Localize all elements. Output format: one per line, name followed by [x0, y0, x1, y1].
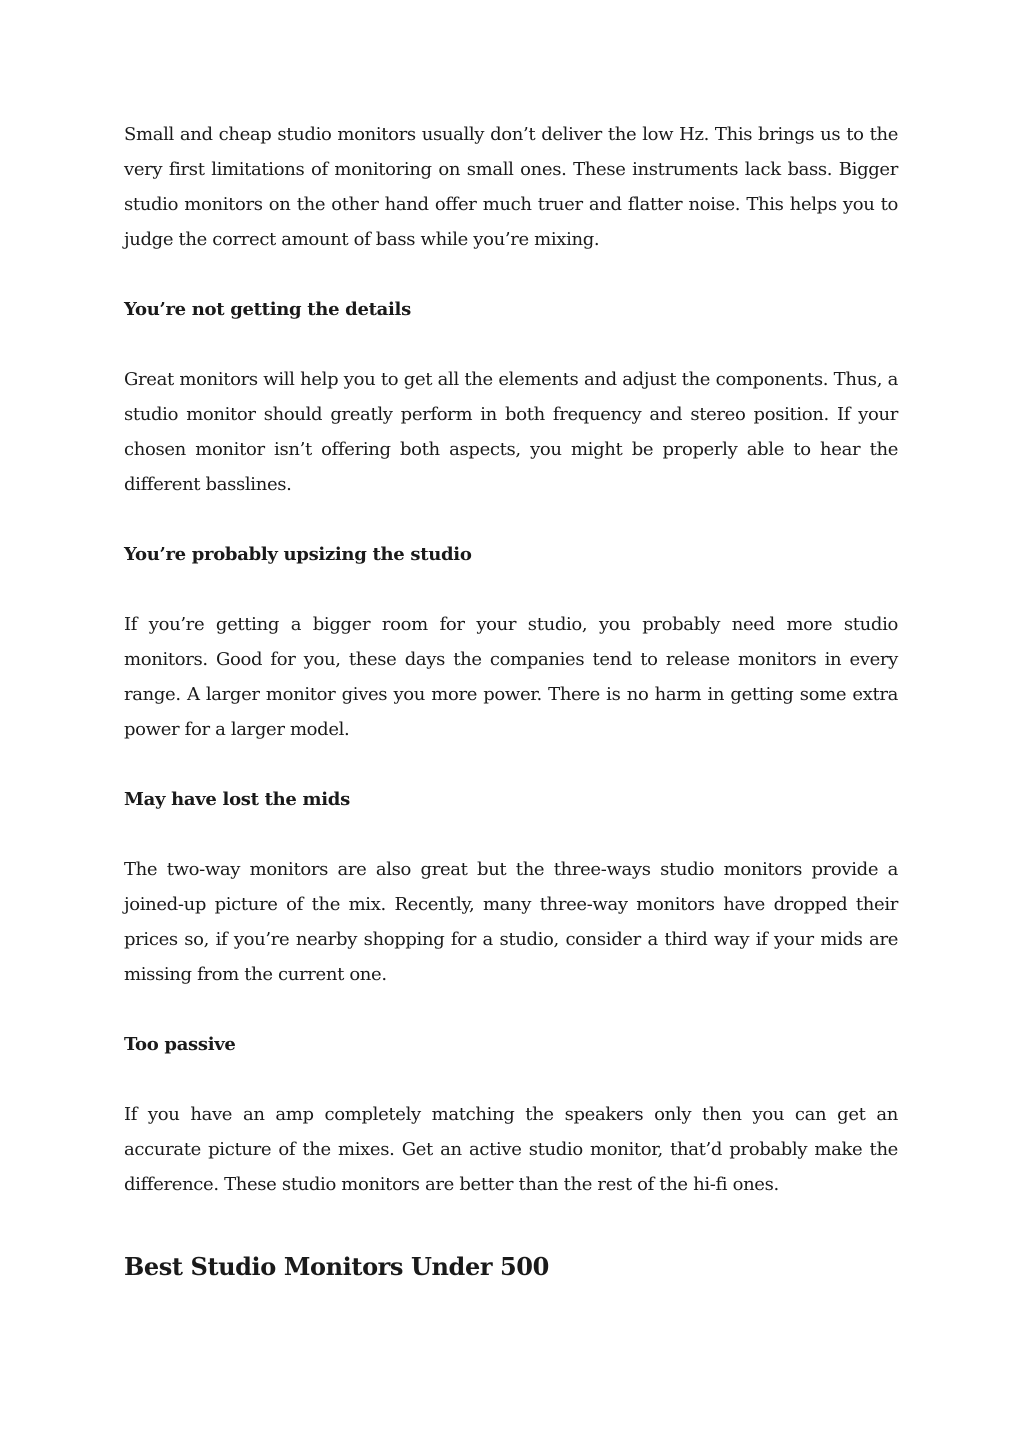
- section-heading-best-monitors: Best Studio Monitors Under 500: [124, 1252, 549, 1281]
- document-page: [124, 117, 898, 1281]
- paragraph-great-monitors: Great monitors will help you to get all the elements and adjust the components. Thus, a studio monitor should greatly perform in both frequency and stereo position. If your chosen monitor isn’t offering both aspects, you might be properly able to hear the different basslines.: [124, 369, 898, 495]
- paragraph-active-monitor: If you have an amp completely matching the speakers only then you can get an accurate picture of the mixes. Get an active studio monitor, that’d probably make the difference. These studio monitors are better than the rest of the hi-fi ones.: [124, 1104, 898, 1195]
- paragraph-low-hz: Small and cheap studio monitors usually don’t deliver the low Hz. This brings us to the very first limitations of monitoring on small ones. These instruments lack bass. Bigger studio monitors on the other hand offer much truer and flatter noise. This helps you to judge the correct amount of bass while you’re mixing.: [124, 124, 898, 250]
- subheading-upsizing-studio: You’re probably upsizing the studio: [124, 544, 472, 565]
- subheading-too-passive: Too passive: [124, 1034, 236, 1055]
- paragraph-three-way-monitors: The two-way monitors are also great but the three-ways studio monitors provide a joined-up picture of the mix. Recently, many three-way monitors have dropped their prices so, if you’re nearby shopping for a studio, consider a third way if your mids are missing from the current one.: [124, 859, 898, 985]
- subheading-not-getting-details: You’re not getting the details: [124, 299, 411, 320]
- subheading-lost-mids: May have lost the mids: [124, 789, 350, 810]
- paragraph-bigger-room: If you’re getting a bigger room for your studio, you probably need more studio monitors. Good for you, these days the companies tend to release monitors in every range. A larger monitor gives you more power. There is no harm in getting some extra power for a larger model.: [124, 614, 898, 740]
